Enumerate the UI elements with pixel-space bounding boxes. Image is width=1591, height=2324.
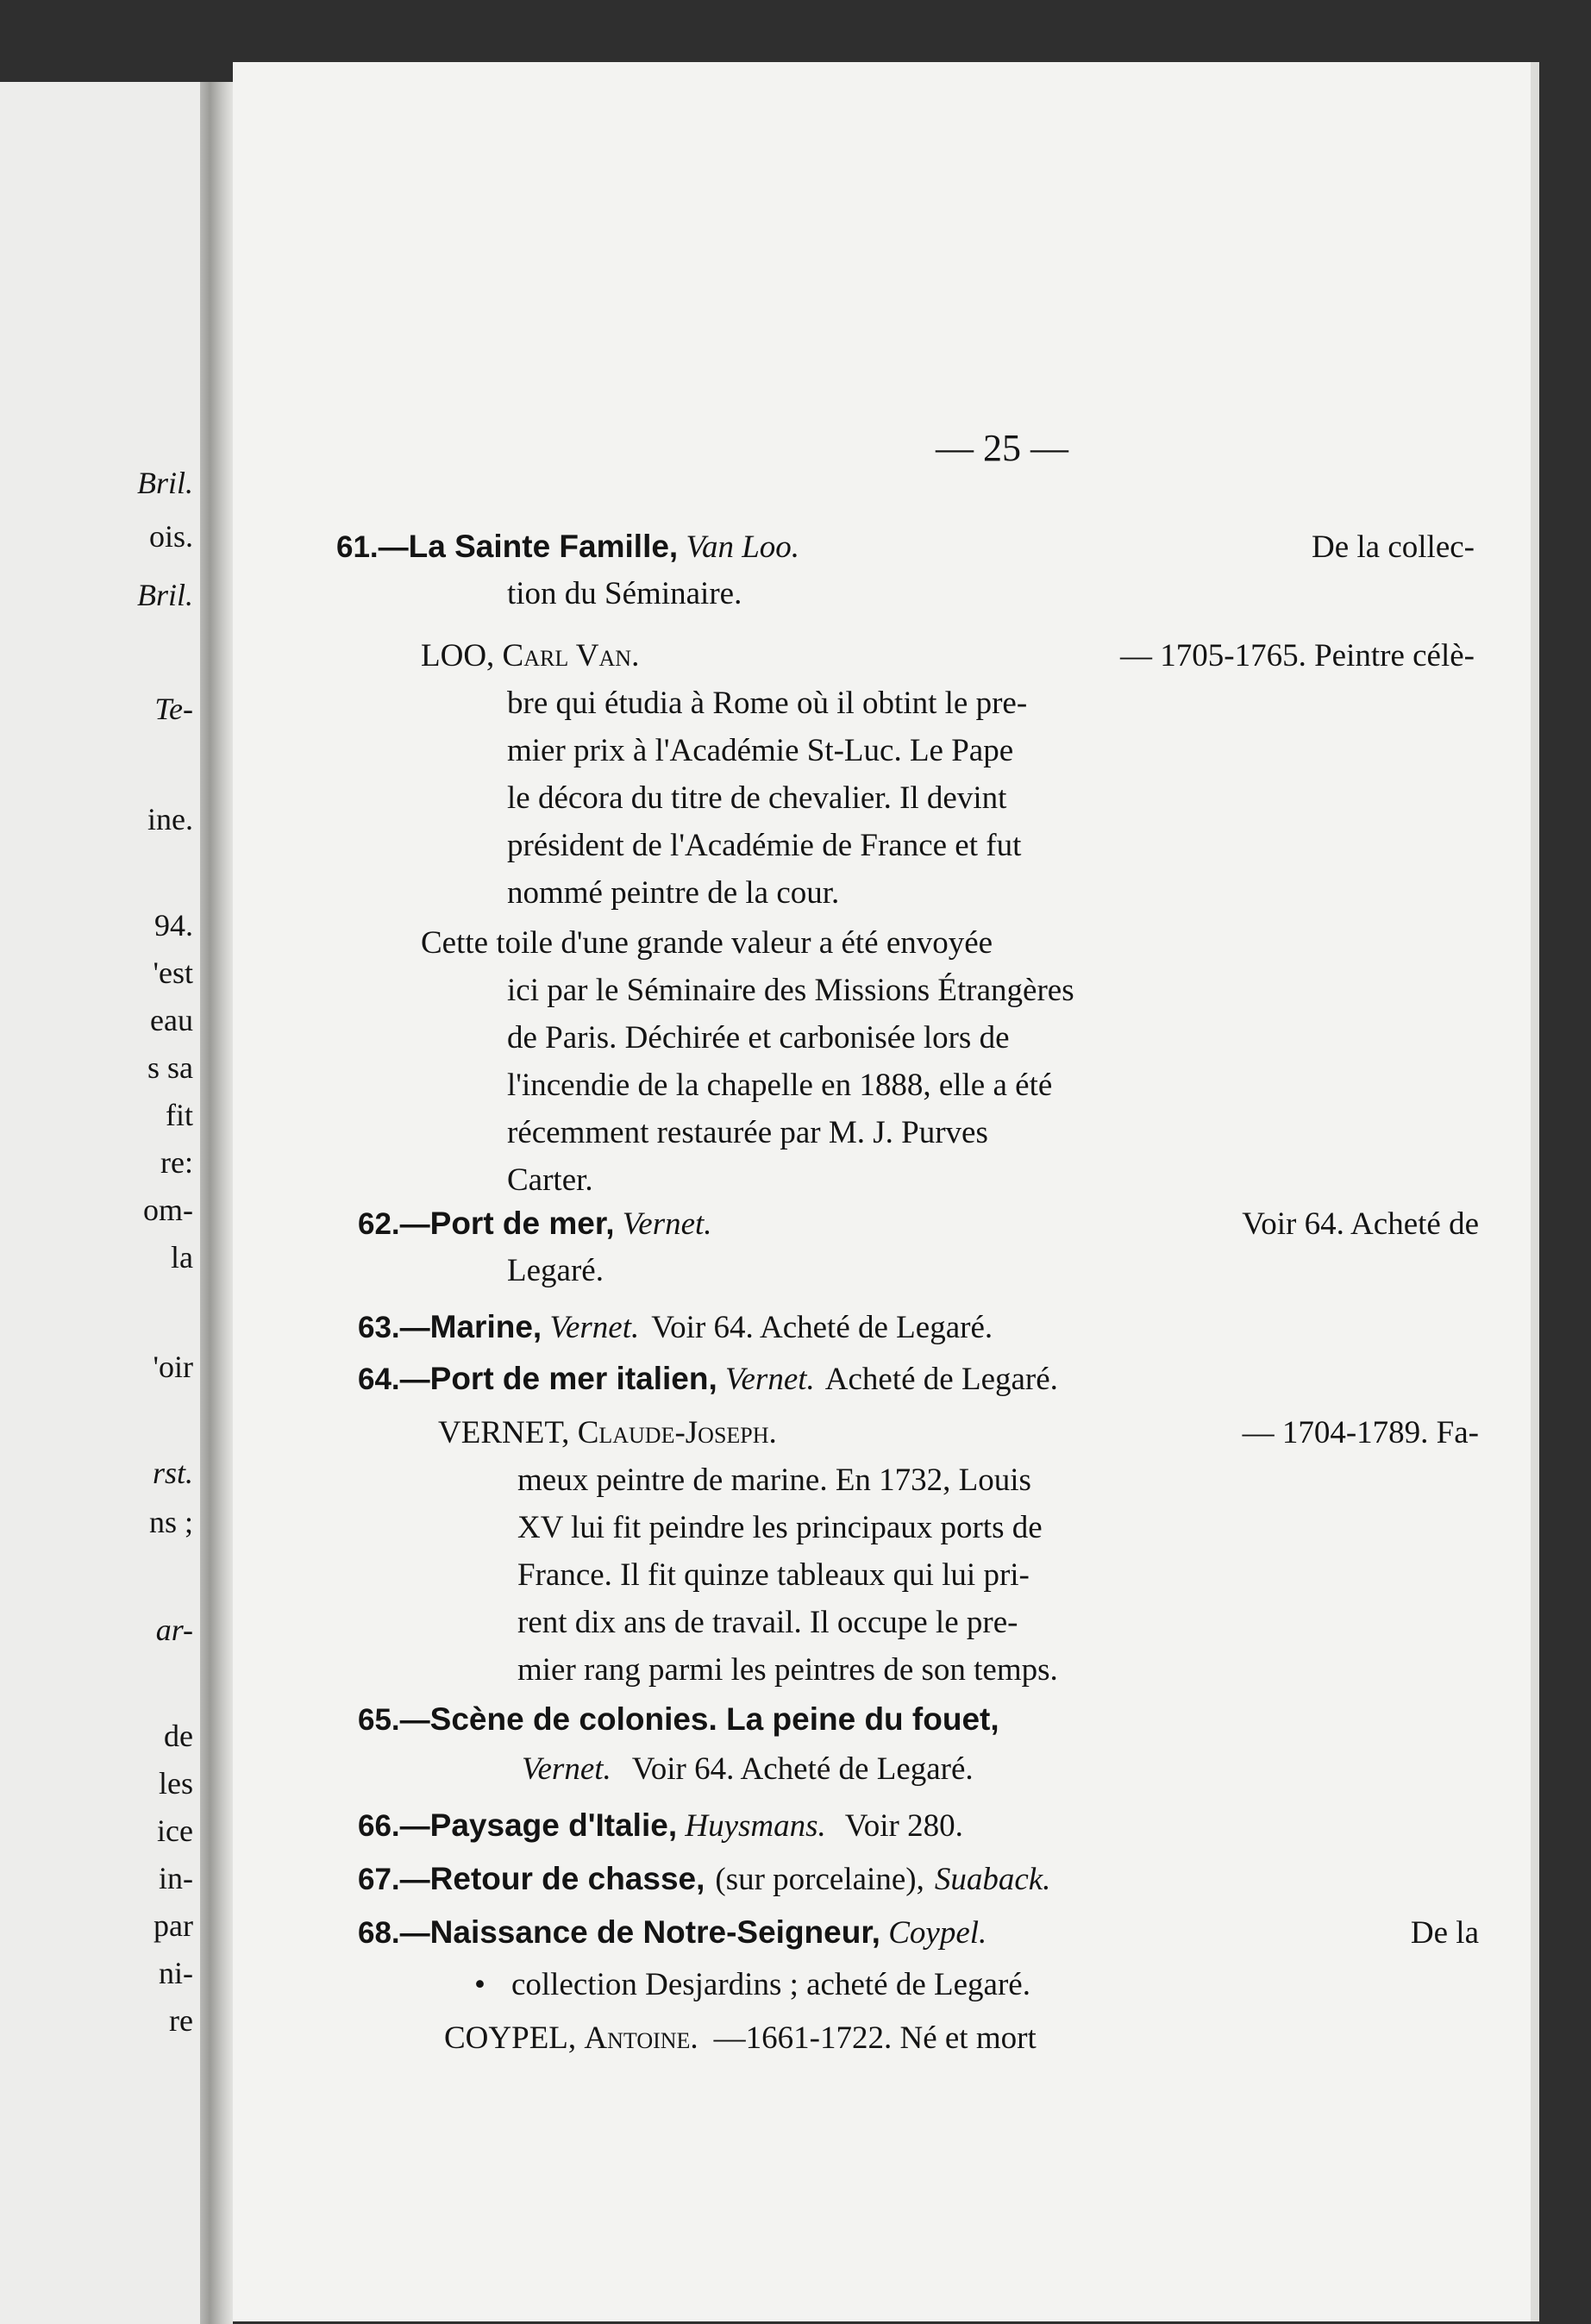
bio-surname: COYPEL,	[444, 2020, 585, 2056]
left-fragment: 'est	[153, 955, 193, 990]
entry-title: Scène de colonies. La peine du fouet,	[429, 1701, 999, 1737]
left-fragment: in-	[159, 1861, 193, 1895]
left-fragment: 94.	[154, 908, 193, 943]
bio-firstname: Carl Van.	[502, 638, 640, 673]
bio-vernet-line-1	[438, 1414, 1479, 1452]
entry-note: Voir 64. Acheté de Legaré.	[631, 1751, 974, 1787]
bio-vernet-line-2: meux peintre de marine. En 1732, Louis	[517, 1463, 1031, 1498]
entry-65-line-2	[522, 1751, 974, 1788]
entry-62-line-1	[358, 1205, 1479, 1243]
entry-68-line-2	[474, 1966, 1030, 2004]
bio-loo-line-3: mier prix à l'Académie St-Luc. Le Pape	[507, 733, 1014, 768]
entry-number: 68.—	[358, 1916, 430, 1950]
entry-artist: Huysmans.	[685, 1808, 826, 1844]
left-fragment: fit	[166, 1098, 193, 1132]
entry-note: Voir 64. Acheté de Legaré.	[651, 1310, 993, 1345]
entry-note: De la	[1410, 1915, 1479, 1951]
left-fragment: om-	[143, 1193, 193, 1227]
note-line-4: l'incendie de la chapelle en 1888, elle a été	[507, 1068, 1053, 1103]
entry-title: Port de mer italien,	[429, 1361, 717, 1396]
bio-vernet-line-3: XV lui fit peindre les principaux ports de	[517, 1510, 1043, 1545]
bio-loo-line-2: bre qui étudia à Rome où il obtint le pre-	[507, 686, 1028, 721]
previous-page	[0, 82, 200, 2324]
entry-artist: Coypel.	[888, 1915, 987, 1951]
left-fragment: re	[169, 2003, 193, 2038]
note-line-6: Carter.	[507, 1162, 593, 1198]
entry-68-line-1	[358, 1914, 1479, 1952]
left-fragment: re:	[160, 1145, 193, 1180]
entry-number: 65.—	[358, 1703, 430, 1737]
bullet-mark: •	[474, 1967, 485, 2002]
entry-artist: Vernet.	[522, 1751, 611, 1787]
entry-artist: Suaback.	[934, 1862, 1051, 1897]
bio-text: —1661-1722. Né et mort	[713, 2020, 1037, 2056]
entry-61-line-2: tion du Séminaire.	[507, 576, 742, 611]
note-line-3: de Paris. Déchirée et carbonisée lors de	[507, 1020, 1010, 1056]
entry-artist: Vernet.	[725, 1362, 815, 1397]
left-fragment: Bril.	[136, 578, 193, 612]
bio-firstname: Claude-Joseph.	[577, 1415, 777, 1450]
bio-loo-line-6: nommé peintre de la cour.	[507, 875, 840, 911]
left-fragment: s sa	[147, 1050, 193, 1085]
left-fragment: eau	[150, 1003, 193, 1037]
book-gutter	[200, 82, 233, 2324]
entry-note: Acheté de Legaré.	[824, 1362, 1058, 1397]
entry-title: La Sainte Famille,	[408, 529, 679, 564]
bio-vernet-line-5: rent dix ans de travail. Il occupe le pre-	[517, 1605, 1018, 1640]
note-line-1: Cette toile d'une grande valeur a été envoyée	[421, 925, 993, 961]
entry-note: De la collec-	[1312, 529, 1475, 565]
entry-artist: Van Loo.	[686, 529, 800, 565]
entry-65-line-1	[358, 1701, 999, 1739]
bio-loo-line-5: président de l'Académie de France et fut	[507, 828, 1022, 863]
left-fragment: ois.	[148, 519, 193, 554]
left-fragment: ni-	[159, 1956, 193, 1990]
left-fragment: Te-	[154, 692, 193, 726]
entry-title: Naissance de Notre-Seigneur,	[429, 1914, 880, 1950]
entry-66	[358, 1807, 963, 1845]
left-fragment: par	[153, 1908, 193, 1943]
entry-67	[358, 1860, 1050, 1899]
entry-note: Voir 64. Acheté de	[1242, 1206, 1479, 1242]
entry-64	[358, 1360, 1479, 1399]
left-fragment: ar-	[155, 1613, 193, 1647]
bio-loo-line-4: le décora du titre de chevalier. Il devint	[507, 780, 1007, 816]
entry-artist: Vernet.	[622, 1206, 712, 1242]
page-number: — 25 —	[936, 427, 1068, 469]
catalog-page	[233, 62, 1531, 2321]
bio-text: — 1704-1789. Fa-	[1242, 1415, 1479, 1450]
entry-number: 63.—	[358, 1311, 430, 1344]
bio-text: — 1705-1765. Peintre célè-	[1120, 638, 1475, 673]
left-fragment: la	[171, 1240, 193, 1275]
entry-number: 61.—	[336, 530, 409, 564]
entry-62-line-2: Legaré.	[507, 1253, 604, 1288]
entry-number: 64.—	[358, 1362, 430, 1396]
entry-title: Retour de chasse,	[429, 1861, 705, 1896]
entry-title: Paysage d'Italie,	[429, 1807, 678, 1843]
entry-61-line-1	[336, 528, 1475, 567]
left-fragment: les	[159, 1766, 193, 1801]
bio-coypel-line-1	[444, 2020, 1037, 2058]
bio-firstname: Antoine.	[584, 2020, 698, 2056]
bio-vernet-line-6: mier rang parmi les peintres de son temps.	[517, 1652, 1058, 1688]
note-line-5: récemment restaurée par M. J. Purves	[507, 1115, 988, 1150]
entry-number: 62.—	[358, 1207, 430, 1241]
entry-title: Port de mer,	[429, 1206, 615, 1241]
entry-note: Voir 280.	[844, 1808, 963, 1844]
entry-63	[358, 1308, 1479, 1347]
entry-artist: Vernet.	[549, 1310, 640, 1345]
bio-vernet-line-4: France. Il fit quinze tableaux qui lui pri-	[517, 1557, 1030, 1593]
entry-title: Marine,	[429, 1309, 542, 1344]
entry-note: collection Desjardins ; acheté de Legaré.	[510, 1967, 1030, 2002]
entry-number: 67.—	[358, 1863, 430, 1896]
bio-surname: VERNET,	[438, 1415, 578, 1450]
bio-surname: LOO,	[421, 638, 503, 673]
bio-loo-line-1	[421, 637, 1475, 675]
left-fragment: de	[164, 1719, 193, 1753]
left-fragment: ns ;	[148, 1505, 193, 1539]
left-fragment: rst.	[152, 1456, 193, 1490]
left-fragment: 'oir	[153, 1350, 193, 1384]
note-line-2: ici par le Séminaire des Missions Étrangères	[507, 973, 1074, 1008]
entry-number: 66.—	[358, 1809, 430, 1843]
entry-note: (sur porcelaine),	[715, 1862, 924, 1897]
left-fragment: ine.	[147, 802, 193, 836]
left-fragment: Bril.	[136, 466, 193, 500]
left-fragment: ice	[157, 1813, 193, 1848]
